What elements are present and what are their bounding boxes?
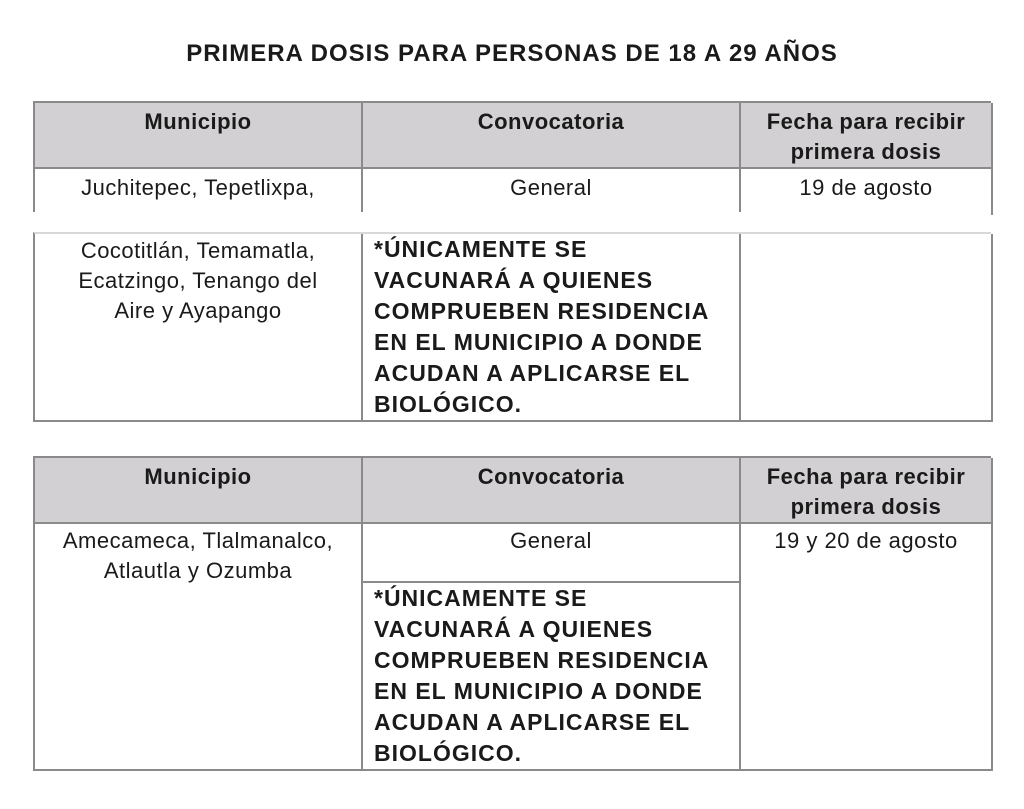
header-municipio (35, 103, 363, 169)
note-2-line-3: COMPRUEBEN RESIDENCIA (374, 647, 710, 673)
note-1-line-3: COMPRUEBEN RESIDENCIA (374, 298, 710, 324)
header-convocatoria-2 (363, 458, 741, 524)
municipio-2-line-1: Cocotitlán, Temamatla, (80, 238, 316, 263)
page-break-gap (33, 212, 991, 232)
header-fecha (741, 103, 993, 169)
note-1-line-1: *ÚNICAMENTE SE (374, 236, 588, 262)
cell-fecha-2-empty (741, 234, 993, 422)
header-municipio-2-label: Municipio (144, 464, 252, 489)
header-fecha-2-line-1: Fecha para recibir (766, 464, 966, 489)
header-convocatoria-label: Convocatoria (477, 109, 625, 134)
municipio-2-line-2: Ecatzingo, Tenango del (78, 268, 318, 293)
cell-residence-note-1 (363, 234, 741, 422)
cell-fecha-3: 19 y 20 de agosto (741, 524, 993, 771)
note-1-line-6: BIOLÓGICO. (374, 391, 522, 417)
note-2-line-6: BIOLÓGICO. (374, 740, 522, 766)
cell-municipio-3 (35, 524, 363, 771)
note-2-line-2: VACUNARÁ A QUIENES (374, 616, 654, 642)
cell-municipio-2 (35, 234, 363, 422)
vaccination-table-1-continuation (33, 232, 991, 422)
cell-convocatoria-1: General (363, 169, 741, 215)
municipio-2-line-3: Aire y Ayapango (114, 298, 282, 323)
note-1-line-2: VACUNARÁ A QUIENES (374, 267, 654, 293)
cell-convocatoria-3: General (363, 524, 741, 583)
cell-residence-note-2 (363, 583, 741, 771)
note-1-line-5: ACUDAN A APLICARSE EL (374, 360, 691, 386)
header-fecha-2-line-2: primera dosis (790, 494, 942, 519)
vaccination-table-2 (33, 456, 991, 771)
header-municipio-label: Municipio (144, 109, 252, 134)
note-1-line-4: EN EL MUNICIPIO A DONDE (374, 329, 703, 355)
note-2-line-5: ACUDAN A APLICARSE EL (374, 709, 691, 735)
note-2-line-1: *ÚNICAMENTE SE (374, 585, 588, 611)
header-fecha-line-1: Fecha para recibir (766, 109, 966, 134)
header-convocatoria-2-label: Convocatoria (477, 464, 625, 489)
header-convocatoria (363, 103, 741, 169)
page-title: PRIMERA DOSIS PARA PERSONAS DE 18 A 29 AÑOS (186, 40, 838, 67)
municipio-3-line-1: Amecameca, Tlalmanalco, (62, 528, 334, 553)
cell-municipio-1: Juchitepec, Tepetlixpa, (35, 169, 363, 215)
note-2-line-4: EN EL MUNICIPIO A DONDE (374, 678, 703, 704)
vaccination-table-1 (33, 101, 991, 215)
municipio-3-line-2: Atlautla y Ozumba (103, 558, 293, 583)
header-fecha-line-2: primera dosis (790, 139, 942, 164)
cell-fecha-1: 19 de agosto (741, 169, 993, 215)
header-fecha-2 (741, 458, 993, 524)
header-municipio-2 (35, 458, 363, 524)
